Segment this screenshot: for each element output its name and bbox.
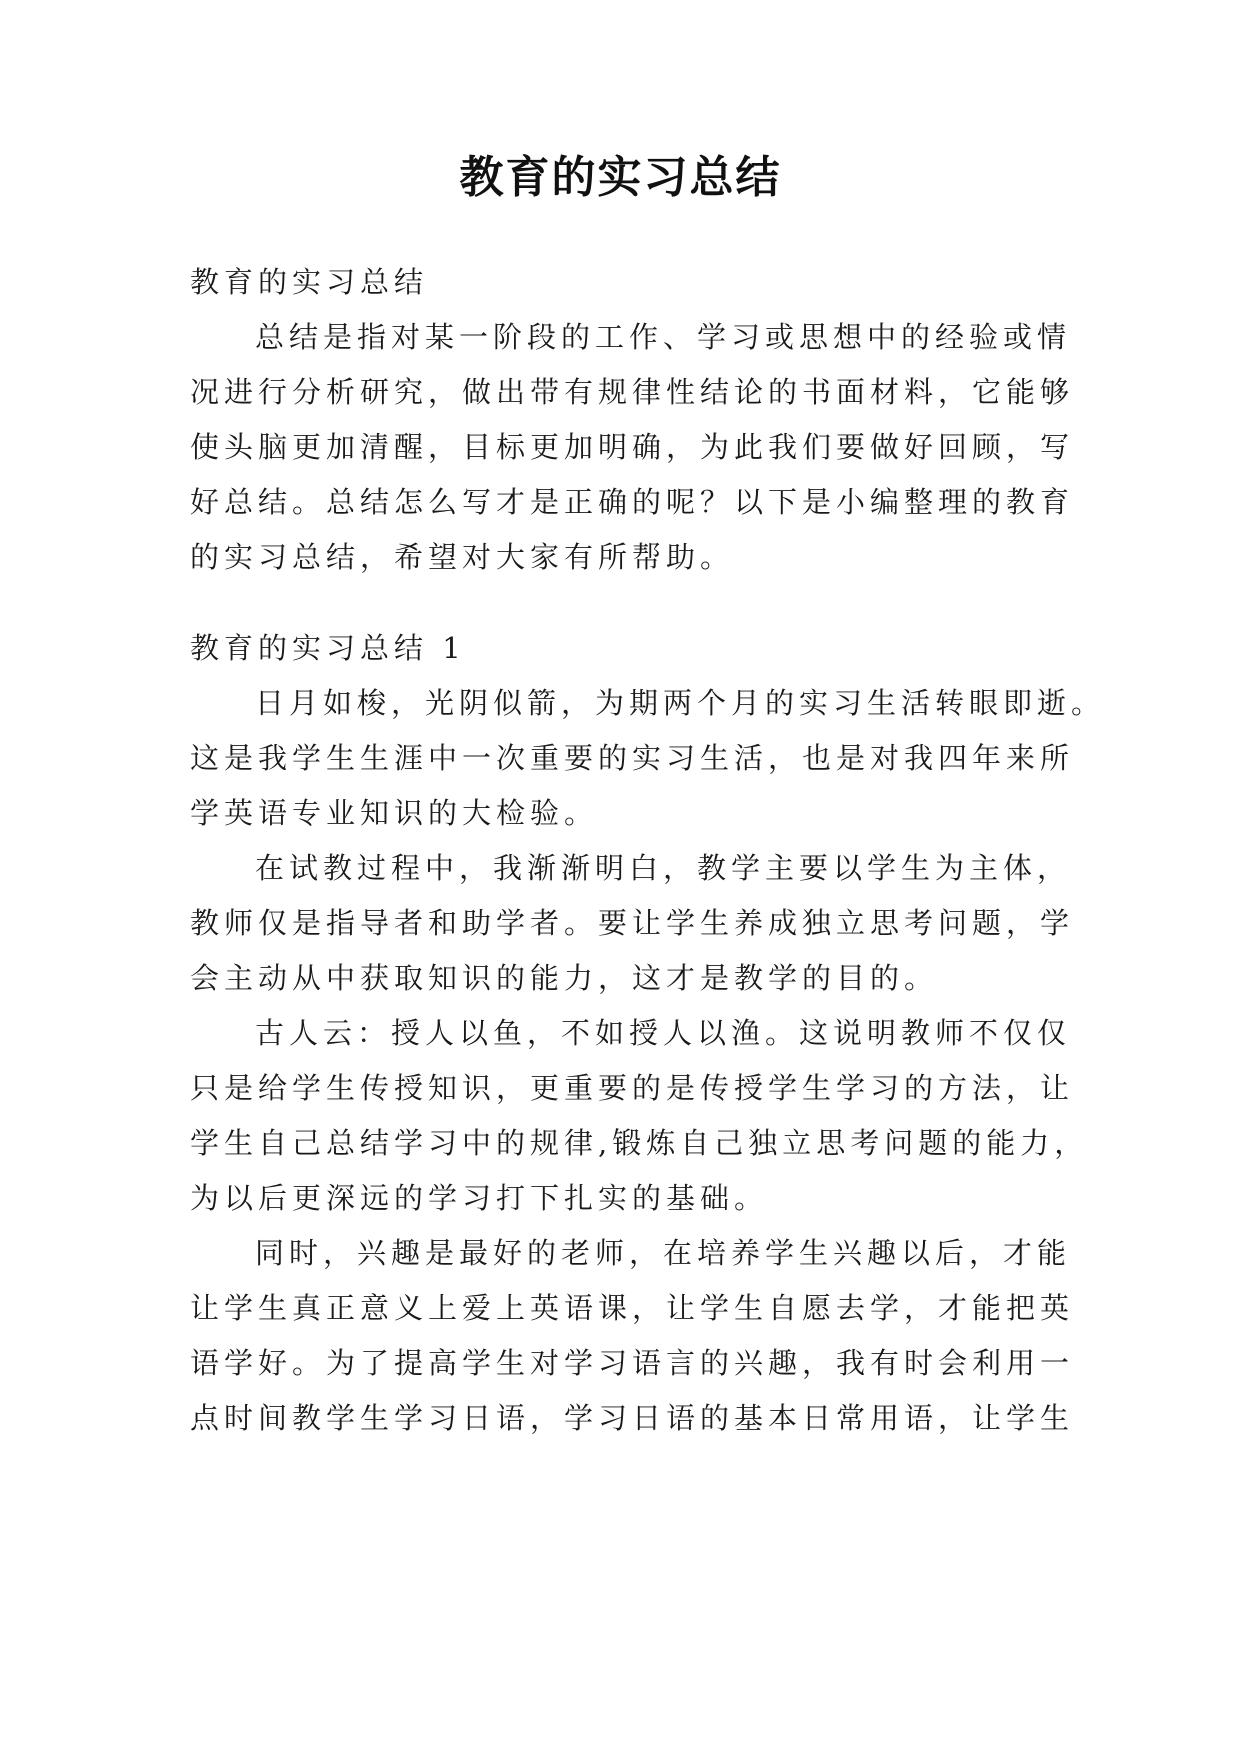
intro-line: 好总结。总结怎么写才是正确的呢？以下是小编整理的教育 (190, 485, 1075, 519)
section-heading: 教育的实习总结 1 (190, 631, 466, 665)
paragraph-line: 日月如梭，光阴似箭，为期两个月的实习生活转眼即逝。 (255, 686, 1106, 720)
paragraph-line: 这是我学生生涯中一次重要的实习生活，也是对我四年来所 (190, 741, 1075, 775)
intro-line: 况进行分析研究，做出带有规律性结论的书面材料，它能够 (190, 375, 1075, 409)
paragraph-line: 古人云：授人以鱼，不如授人以渔。这说明教师不仅仅 (255, 1016, 1072, 1050)
intro-line: 总结是指对某一阶段的工作、学习或思想中的经验或情 (255, 320, 1072, 354)
paragraph-line: 点时间教学生学习日语，学习日语的基本日常用语，让学生 (190, 1401, 1075, 1435)
paragraph-line: 让学生真正意义上爱上英语课，让学生自愿去学，才能把英 (190, 1291, 1075, 1325)
document-subtitle: 教育的实习总结 (190, 265, 429, 299)
paragraph-line: 学英语专业知识的大检验。 (190, 796, 599, 830)
intro-line: 的实习总结，希望对大家有所帮助。 (190, 540, 735, 574)
paragraph-line: 教师仅是指导者和助学者。要让学生养成独立思考问题，学 (190, 906, 1075, 940)
paragraph-line: 语学好。为了提高学生对学习语言的兴趣，我有时会利用一 (190, 1346, 1075, 1380)
paragraph-line: 在试教过程中，我渐渐明白，教学主要以学生为主体， (255, 851, 1072, 885)
paragraph-line: 只是给学生传授知识，更重要的是传授学生学习的方法，让 (190, 1071, 1075, 1105)
paragraph-line: 为以后更深远的学习打下扎实的基础。 (190, 1181, 769, 1215)
intro-line: 使头脑更加清醒，目标更加明确，为此我们要做好回顾，写 (190, 430, 1075, 464)
paragraph-line: 会主动从中获取知识的能力，这才是教学的目的。 (190, 961, 939, 995)
document-title: 教育的实习总结 (459, 152, 782, 203)
paragraph-line: 同时，兴趣是最好的老师，在培养学生兴趣以后，才能 (255, 1236, 1072, 1270)
paragraph-line: 学生自己总结学习中的规律,锻炼自己独立思考问题的能力， (190, 1126, 1089, 1160)
